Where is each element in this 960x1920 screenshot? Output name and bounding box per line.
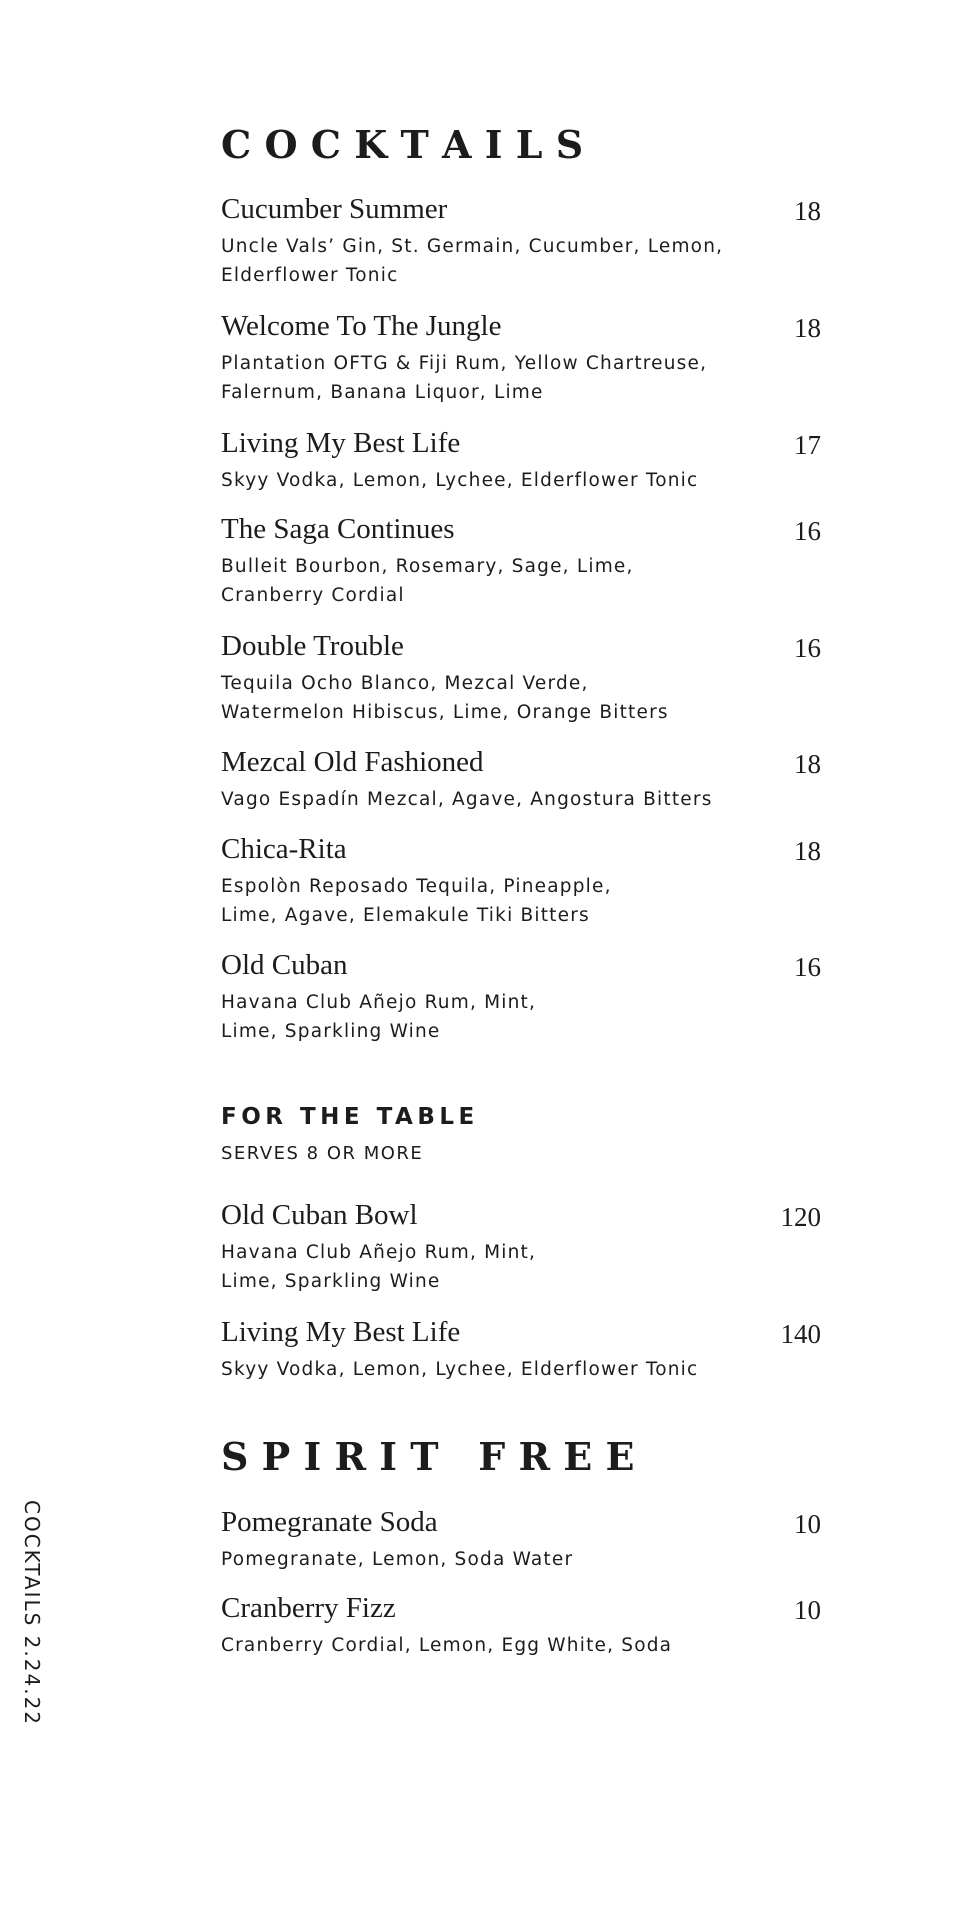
item-name: Mezcal Old Fashioned bbox=[221, 746, 484, 778]
menu-item bbox=[221, 1505, 821, 1574]
item-name: Living My Best Life bbox=[221, 427, 461, 459]
menu-item bbox=[221, 629, 821, 727]
item-name: Pomegranate Soda bbox=[221, 1506, 438, 1538]
item-name: Old Cuban bbox=[221, 949, 348, 981]
item-description bbox=[221, 232, 821, 290]
menu-item bbox=[221, 512, 821, 610]
item-price: 140 bbox=[780, 1319, 821, 1349]
description-line: Pomegranate, Lemon, Soda Water bbox=[221, 1549, 574, 1570]
description-line: Havana Club Añejo Rum, Mint, bbox=[221, 1242, 537, 1263]
item-price: 17 bbox=[794, 430, 821, 460]
menu-item bbox=[221, 832, 821, 930]
item-price: 16 bbox=[794, 952, 821, 982]
menu-item bbox=[221, 745, 821, 814]
item-price: 16 bbox=[794, 516, 821, 546]
item-price: 120 bbox=[780, 1202, 821, 1232]
description-line: Vago Espadín Mezcal, Agave, Angostura Bitters bbox=[221, 789, 713, 810]
item-description bbox=[221, 349, 821, 407]
menu-item bbox=[221, 1198, 821, 1296]
side-date-label: COCKTAILS 2.24.22 bbox=[20, 1500, 44, 1727]
menu-item bbox=[221, 1315, 821, 1384]
item-price: 18 bbox=[794, 313, 821, 343]
item-description bbox=[221, 988, 821, 1046]
menu-item bbox=[221, 1591, 821, 1660]
description-line: Cranberry Cordial, Lemon, Egg White, Soda bbox=[221, 1635, 673, 1656]
item-name: Welcome To The Jungle bbox=[221, 310, 502, 342]
menu-item bbox=[221, 192, 821, 290]
item-description bbox=[221, 872, 821, 930]
item-name: Double Trouble bbox=[221, 630, 404, 662]
description-line: Plantation OFTG & Fiji Rum, Yellow Chartreuse, bbox=[221, 353, 708, 374]
spirit-free-title: S P I R I T F R E E bbox=[221, 1434, 635, 1479]
item-price: 18 bbox=[794, 196, 821, 226]
menu-item bbox=[221, 426, 821, 495]
item-name: Old Cuban Bowl bbox=[221, 1199, 418, 1231]
description-line: Havana Club Añejo Rum, Mint, bbox=[221, 992, 537, 1013]
item-price: 18 bbox=[794, 749, 821, 779]
item-description bbox=[221, 552, 821, 610]
for-the-table-subtitle: SERVES 8 OR MORE bbox=[221, 1143, 424, 1164]
item-description bbox=[221, 1355, 821, 1384]
description-line: Elderflower Tonic bbox=[221, 265, 399, 286]
description-line: Lime, Sparkling Wine bbox=[221, 1271, 441, 1292]
item-description bbox=[221, 1238, 821, 1296]
item-price: 18 bbox=[794, 836, 821, 866]
item-price: 10 bbox=[794, 1595, 821, 1625]
item-description bbox=[221, 785, 821, 814]
cocktails-title: C O C K T A I L S bbox=[221, 122, 584, 167]
menu-item bbox=[221, 948, 821, 1046]
item-description bbox=[221, 1631, 821, 1660]
description-line: Bulleit Bourbon, Rosemary, Sage, Lime, bbox=[221, 556, 634, 577]
description-line: Tequila Ocho Blanco, Mezcal Verde, bbox=[221, 673, 589, 694]
for-the-table-title: FOR THE TABLE bbox=[221, 1104, 479, 1130]
description-line: Lime, Agave, Elemakule Tiki Bitters bbox=[221, 905, 590, 926]
item-name: Chica-Rita bbox=[221, 833, 347, 865]
item-name: The Saga Continues bbox=[221, 513, 455, 545]
description-line: Skyy Vodka, Lemon, Lychee, Elderflower Tonic bbox=[221, 1359, 699, 1380]
item-price: 16 bbox=[794, 633, 821, 663]
item-description bbox=[221, 466, 821, 495]
description-line: Falernum, Banana Liquor, Lime bbox=[221, 382, 544, 403]
menu-item bbox=[221, 309, 821, 407]
description-line: Skyy Vodka, Lemon, Lychee, Elderflower Tonic bbox=[221, 470, 699, 491]
description-line: Espolòn Reposado Tequila, Pineapple, bbox=[221, 876, 612, 897]
item-name: Cucumber Summer bbox=[221, 193, 448, 225]
description-line: Cranberry Cordial bbox=[221, 585, 405, 606]
description-line: Uncle Vals’ Gin, St. Germain, Cucumber, Lemon, bbox=[221, 236, 724, 257]
description-line: Watermelon Hibiscus, Lime, Orange Bitters bbox=[221, 702, 669, 723]
item-description bbox=[221, 669, 821, 727]
item-description bbox=[221, 1545, 821, 1574]
item-name: Living My Best Life bbox=[221, 1316, 461, 1348]
item-price: 10 bbox=[794, 1509, 821, 1539]
item-name: Cranberry Fizz bbox=[221, 1592, 396, 1624]
description-line: Lime, Sparkling Wine bbox=[221, 1021, 441, 1042]
